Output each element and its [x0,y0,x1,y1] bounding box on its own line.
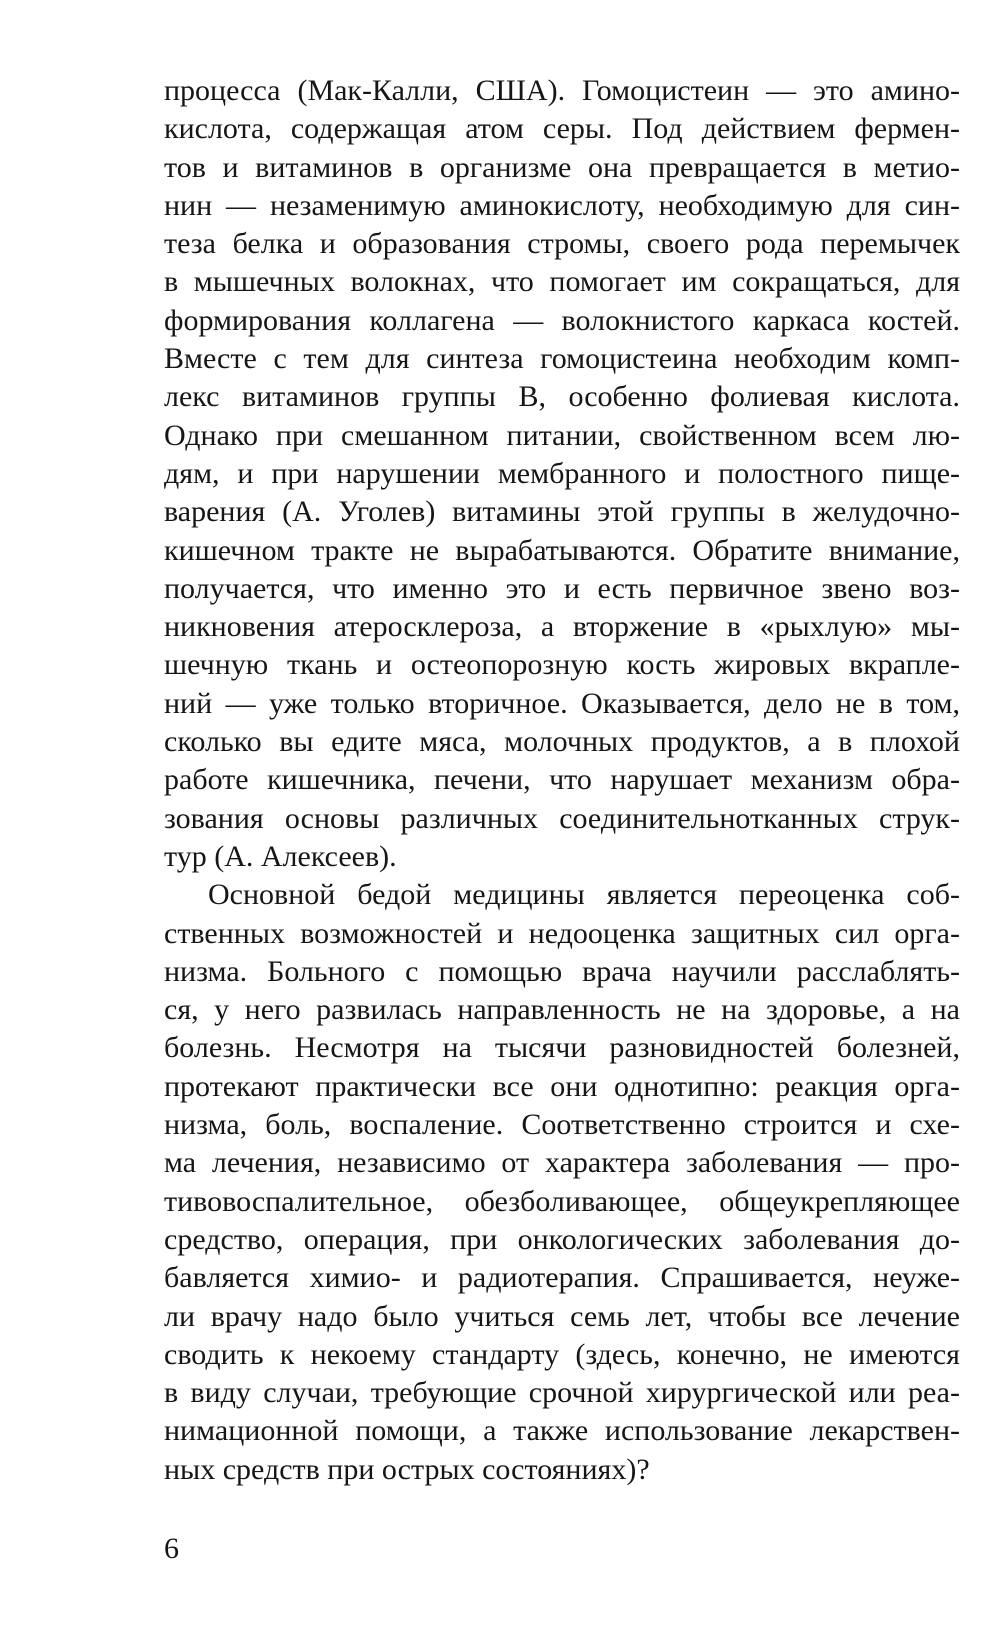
text-line: сколько вы едите мяса, молочных продуктов, а в плохой [164,725,960,759]
text-line: тур (А. Алексеев). [164,839,397,873]
text-line: зования основы различных соединительнотканных струк- [164,801,960,835]
text-line: формирования коллагена — волокнистого каркаса костей. [164,303,960,337]
text-line: кишечном тракте не вырабатываются. Обратите внимание, [164,533,960,567]
text-line: протекают практически все они однотипно: реакция орга- [164,1069,960,1103]
text-line: нин — незаменимую аминокислоту, необходимую для син- [164,188,960,222]
text-line: средство, операция, при онкологических заболевания до- [164,1222,960,1256]
text-line: бавляется химио- и радиотерапия. Спрашивается, неуже- [164,1261,960,1295]
text-line: процесса (Мак-Калли, США). Гомоцистеин — это амино- [164,74,960,107]
text-line: тов и витаминов в организме она превращается в метио- [164,150,960,184]
text-line: ных средств при острых состояниях)? [164,1452,650,1486]
text-line: Основной бедой медицины является переоценка соб- [208,878,960,912]
text-line: в мышечных волокнах, что помогает им сокращаться, для [164,265,960,299]
text-line: ма лечения, независимо от характера заболевания — про- [164,1146,960,1180]
text-line: болезнь. Несмотря на тысячи разновидностей болезней, [164,1031,960,1065]
text-line: тивовоспалительное, обезболивающее, общеукрепляющее [164,1184,960,1218]
text-line: нимационной помощи, а также использование лекарствен- [164,1414,960,1448]
paragraph [164,876,960,1489]
text-line: низма. Больного с помощью врача научили расслаблять- [164,954,960,988]
text-line: никновения атеросклероза, а вторжение в «рыхлую» мы- [164,610,960,644]
text-line: работе кишечника, печени, что нарушает механизм обра- [164,763,960,797]
text-line: ся, у него развилась направленность не на здоровье, а на [164,993,960,1027]
text-line: Однако при смешанном питании, свойственном всем лю- [164,418,960,452]
text-line: сводить к некоему стандарту (здесь, конечно, не имеются [164,1337,960,1371]
page-number: 6 [164,1532,179,1565]
text-line: теза белка и образования стромы, своего рода перемычек [164,227,960,261]
text-line: ний — уже только вторичное. Оказывается, дело не в том, [164,686,960,720]
text-line: дям, и при нарушении мембранного и полостного пище- [164,456,960,490]
text-line: кислота, содержащая атом серы. Под действием фермен- [164,112,960,146]
text-line: ли врачу надо было учиться семь лет, чтобы все лечение [164,1299,960,1333]
text-line: низма, боль, воспаление. Соответственно строится и схе- [164,1108,960,1142]
text-line: в виду случаи, требующие срочной хирургической или реа- [164,1376,960,1410]
text-line: шечную ткань и остеопорозную кость жировых вкрапле- [164,648,960,682]
text-line: лекс витаминов группы В, особенно фолиевая кислота. [164,380,960,414]
text-line: Вместе с тем для синтеза гомоцистеина необходим комп- [164,342,960,376]
text-line: ственных возможностей и недооценка защитных сил орга- [164,916,960,950]
text-line: получается, что именно это и есть первичное звено воз- [164,571,960,605]
body-text [164,72,960,1489]
text-line: варения (А. Уголев) витамины этой группы в желудочно- [164,495,960,529]
paragraph [164,72,960,876]
